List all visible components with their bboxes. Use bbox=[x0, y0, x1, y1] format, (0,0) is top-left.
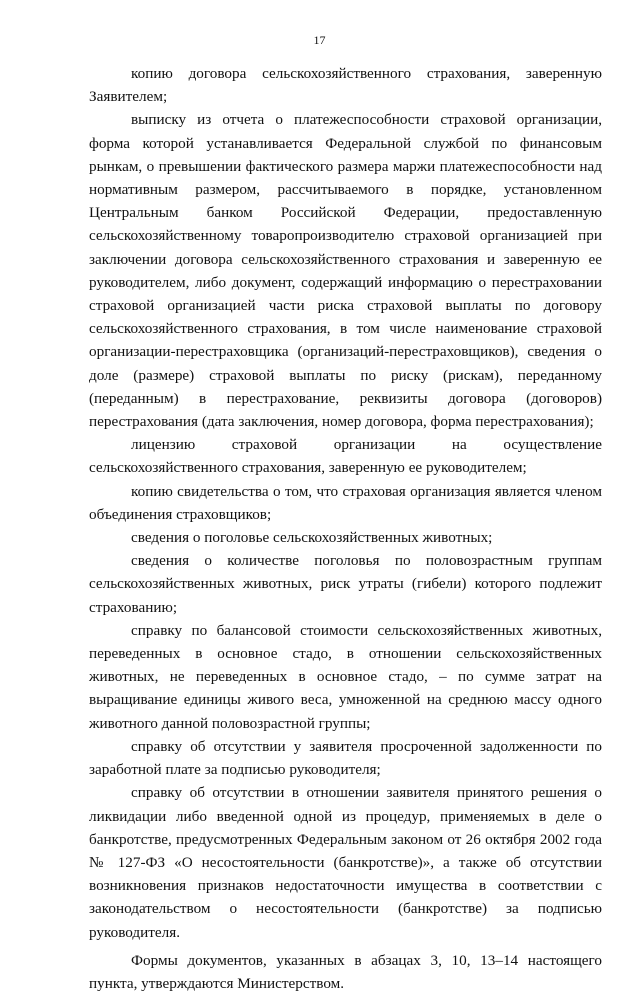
paragraph-balance-value-certificate: справку по балансовой стоимости сельскохозяйственных животных, переведенных в основное стадо, в отношении сельскохозяйственных животных, не переведенных в основное стадо, – по сумме затрат на выращивание единицы живого веса, умноженной на среднюю массу одного животного данной половозрастной группы; bbox=[89, 621, 602, 732]
paragraph-solvency-extract: выписку из отчета о платежеспособности страховой организации, форма которой устанавливается Федеральной службой по финансовым рынкам, о превышении фактического размера маржи платежеспособности над нормативным размером, рассчитываемого в порядке, установленном Центральным банком Российской Федерации, предоставленную сельскохозяйственному товаропроизводителю страховой организацией при заключении договора сельскохозяйственного страхования и заверенную ее руководителем, либо документ, содержащий информацию о перестраховании страховой организацией части риска страховой выплаты по договору сельскохозяйственного страхования, в том числе наименование страховой организации-перестраховщика (организаций-перестраховщиков), сведения о доле (размере) страховой выплаты по риску (рискам), переданному (переданным) в перестрахование, реквизиты договора (договоров) перестрахования (дата заключения, номер договора, форма перестрахования); bbox=[89, 111, 602, 431]
paragraph-no-bankruptcy-certificate: справку об отсутствии в отношении заявителя принятого решения о ликвидации либо введенной одной из процедур, применяемых в деле о банкротстве, предусмотренных Федеральным законом от 26 октября 2002 года № 127-ФЗ «О несостоятельности (банкротстве)», а также об отсутствии возникновения признаков недостаточности имущества в соответствии с законодательством о несостоятельности (банкротстве) за подписью руководителя. bbox=[89, 784, 602, 941]
paragraph-policy-copy: копию договора сельскохозяйственного страхования, заверенную Заявителем; bbox=[89, 65, 602, 106]
document-body bbox=[89, 62, 602, 995]
paragraph-livestock-info: сведения о поголовье сельскохозяйственных животных; bbox=[131, 529, 493, 547]
paragraph-forms-approval: Формы документов, указанных в абзацах 3, 10, 13–14 настоящего пункта, утверждаются Министерством. bbox=[89, 951, 602, 992]
paragraph-association-certificate: копию свидетельства о том, что страховая организация является членом объединения страховщиков; bbox=[89, 482, 602, 523]
page-number: 17 bbox=[313, 33, 326, 47]
paragraph-no-wage-debt-certificate: справку об отсутствии у заявителя просроченной задолженности по заработной плате за подписью руководителя; bbox=[89, 737, 602, 779]
paragraph-insurer-license: лицензию страховой организации на осуществление сельскохозяйственного страхования, заверенную ее руководителем; bbox=[89, 436, 602, 477]
paragraph-livestock-groups: сведения о количестве поголовья по половозрастным группам сельскохозяйственных животных, риск утраты (гибели) которого подлежит страхованию; bbox=[89, 552, 602, 616]
